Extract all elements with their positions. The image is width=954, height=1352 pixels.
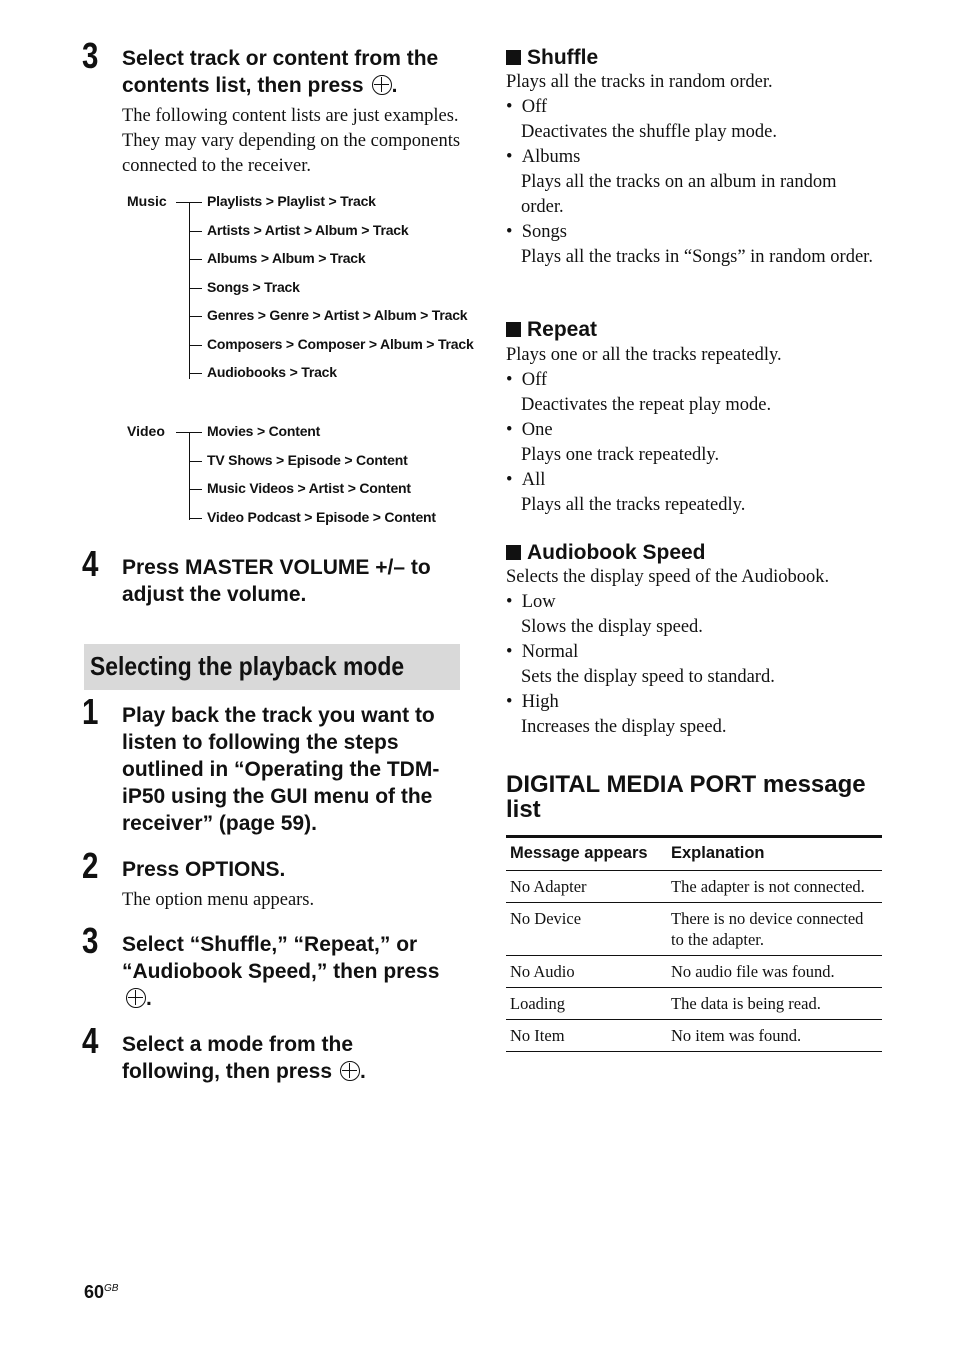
explanation-cell: The adapter is not connected.	[667, 871, 882, 903]
column-header: Message appears	[506, 837, 667, 871]
option-label: Songs	[521, 222, 567, 242]
option-description: Plays all the tracks on an album in random order.	[521, 172, 837, 217]
tree-root-video: Video	[127, 423, 165, 439]
tree-item: Audiobooks > Track	[207, 364, 337, 380]
option-name	[506, 418, 553, 443]
enter-button-icon	[372, 75, 392, 95]
repeat-heading: Repeat	[506, 318, 597, 342]
repeat-intro: Plays one or all the tracks repeatedly.	[506, 345, 782, 365]
message-cell: No Item	[506, 1020, 667, 1052]
tree-item: Genres > Genre > Artist > Album > Track	[207, 307, 468, 323]
option-description: Sets the display speed to standard.	[521, 667, 775, 687]
option-name	[506, 590, 556, 615]
tree-connector	[189, 202, 190, 379]
step-number: 4	[82, 543, 99, 584]
tree-item: Music Videos > Artist > Content	[207, 480, 411, 496]
message-table	[506, 835, 882, 1052]
table-row	[506, 956, 882, 988]
tree-item: TV Shows > Episode > Content	[207, 451, 408, 468]
option-description: Deactivates the repeat play mode.	[521, 395, 772, 415]
option-description: Plays all the tracks in “Songs” in random order.	[521, 247, 873, 267]
option-description: Plays all the tracks repeatedly.	[521, 495, 746, 515]
option-description: Increases the display speed.	[521, 717, 727, 737]
page-number: $60^{GB}$	[84, 1282, 119, 1302]
message-cell: Loading	[506, 988, 667, 1020]
explanation-cell: There is no device connected to the adapter.	[667, 903, 882, 956]
tree-connector	[189, 432, 202, 433]
tree-connector	[189, 316, 202, 317]
step-body: The option menu appears.	[122, 890, 315, 910]
option-label: Off	[521, 97, 548, 117]
step-title: Select track or content from the contents list, then press .	[122, 47, 439, 97]
tree-connector	[189, 345, 202, 346]
option-label: One	[521, 420, 553, 440]
option-label: Albums	[521, 147, 581, 167]
tree-item: Albums > Album > Track	[207, 250, 366, 266]
tree-connector	[189, 202, 202, 203]
square-bullet-icon	[506, 50, 521, 65]
message-list-heading: DIGITAL MEDIA PORT message list	[506, 771, 866, 823]
step-number: 4	[82, 1020, 99, 1061]
option-name	[506, 95, 547, 120]
option-name	[506, 690, 559, 715]
option-name	[506, 368, 547, 393]
bullet-dot: •	[506, 370, 513, 390]
option-name	[506, 640, 578, 665]
option-name	[506, 145, 580, 170]
audiobook-heading: Audiobook Speed	[506, 541, 706, 565]
step-title: Press MASTER VOLUME +/– to adjust the volume.	[122, 556, 431, 606]
shuffle-intro: Plays all the tracks in random order.	[506, 72, 773, 92]
step-title: Select “Shuffle,” “Repeat,” or “Audiobook Speed,” then press.	[122, 933, 440, 1010]
option-description: Plays one track repeatedly.	[521, 445, 720, 465]
bullet-dot: •	[506, 222, 513, 242]
explanation-cell: The data is being read.	[667, 988, 882, 1020]
tree-connector	[189, 231, 202, 232]
step-title: Select a mode from the following, then press .	[122, 1033, 366, 1083]
tree-item: Movies > Content	[207, 423, 321, 439]
explanation-cell: No item was found.	[667, 1020, 882, 1052]
tree-connector	[189, 432, 190, 520]
option-label: Off	[521, 370, 548, 390]
tree-connector	[189, 288, 202, 289]
shuffle-heading: Shuffle	[506, 46, 598, 70]
message-cell: No Adapter	[506, 871, 667, 903]
section-title: Selecting the playback mode	[90, 651, 405, 681]
section-banner	[84, 644, 460, 690]
tree-item: Composers > Composer > Album > Track	[207, 335, 474, 352]
step-body: The following content lists are just examples. They may vary depending on the components connected to the receiver.	[122, 106, 461, 176]
tree-connector	[189, 461, 202, 462]
message-cell: No Audio	[506, 956, 667, 988]
bullet-dot: •	[506, 470, 513, 490]
audiobook-intro: Selects the display speed of the Audiobook.	[506, 567, 830, 587]
tree-root-music: Music	[127, 193, 167, 209]
explanation-cell: No audio file was found.	[667, 956, 882, 988]
enter-button-icon	[340, 1061, 360, 1081]
tree-item: Artists > Artist > Album > Track	[207, 221, 409, 238]
square-bullet-icon	[506, 322, 521, 337]
enter-button-icon	[126, 988, 146, 1008]
option-name	[506, 220, 567, 245]
option-label: High	[521, 692, 559, 712]
tree-connector	[189, 259, 202, 260]
table-row	[506, 1020, 882, 1052]
bullet-dot: •	[506, 592, 513, 612]
option-name	[506, 468, 545, 493]
table-row	[506, 988, 882, 1020]
tree-item: Video Podcast > Episode > Content	[207, 508, 436, 525]
tree-connector	[189, 518, 202, 519]
tree-item: Songs > Track	[207, 278, 300, 295]
tree-item: Playlists > Playlist > Track	[207, 193, 376, 209]
table-row	[506, 903, 882, 956]
step-number: 3	[82, 35, 99, 76]
tree-connector	[189, 489, 202, 490]
square-bullet-icon	[506, 545, 521, 560]
option-label: Normal	[521, 642, 579, 662]
step-number: 3	[82, 920, 99, 961]
message-cell: No Device	[506, 903, 667, 956]
tree-connector	[189, 373, 202, 374]
option-description: Deactivates the shuffle play mode.	[521, 122, 778, 142]
bullet-dot: •	[506, 692, 513, 712]
bullet-dot: •	[506, 97, 513, 117]
bullet-dot: •	[506, 147, 513, 167]
option-label: All	[521, 470, 546, 490]
bullet-dot: •	[506, 642, 513, 662]
column-header: Explanation	[667, 837, 882, 871]
step-number: 1	[82, 691, 99, 732]
step-number: 2	[82, 845, 99, 886]
bullet-dot: •	[506, 420, 513, 440]
table-row	[506, 871, 882, 903]
step-title: Play back the track you want to listen to following the steps outlined in “Operating the TDM-iP50 using the GUI menu of the receiver” (page 59).	[122, 704, 440, 835]
step-title: Press OPTIONS.	[122, 858, 286, 881]
option-label: Low	[521, 592, 556, 612]
option-description: Slows the display speed.	[521, 617, 703, 637]
